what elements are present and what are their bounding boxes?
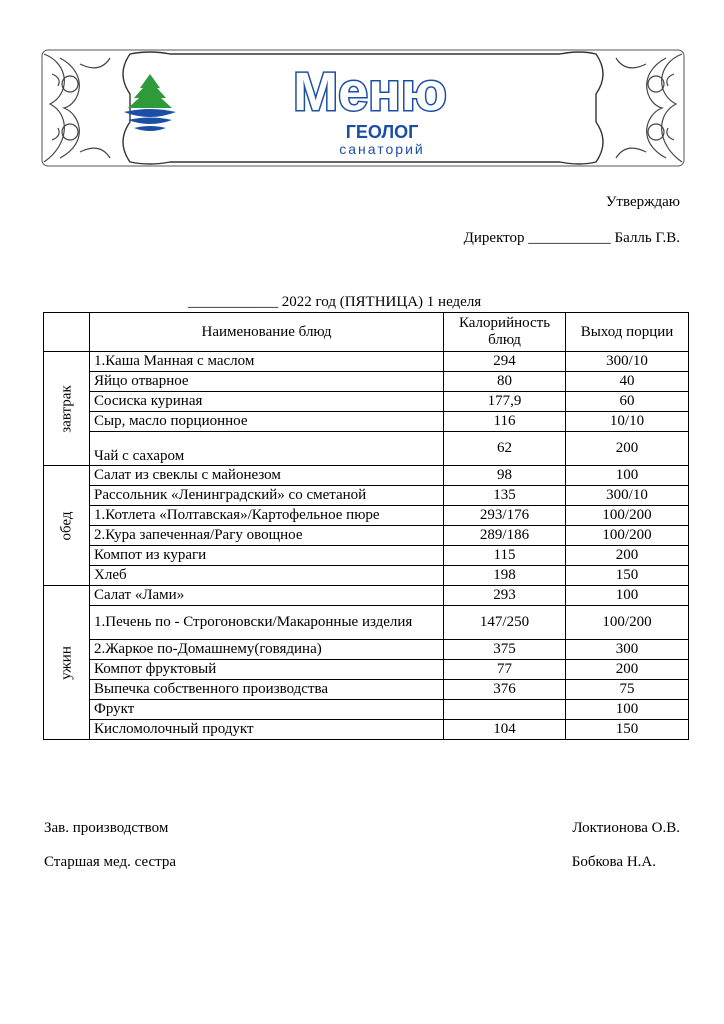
output-cell: 200 bbox=[566, 660, 689, 680]
output-cell: 100 bbox=[566, 700, 689, 720]
output-cell: 300 bbox=[566, 640, 689, 660]
table-header-row bbox=[44, 313, 689, 352]
table-row bbox=[44, 546, 689, 566]
calories-cell: 289/186 bbox=[444, 526, 566, 546]
meal-label-cell bbox=[44, 586, 90, 740]
output-cell: 75 bbox=[566, 680, 689, 700]
table-row bbox=[44, 586, 689, 606]
output-cell: 300/10 bbox=[566, 352, 689, 372]
calories-cell: 104 bbox=[444, 720, 566, 740]
dish-name-cell: 1.Каша Манная с маслом bbox=[90, 352, 444, 372]
calories-cell: 293/176 bbox=[444, 506, 566, 526]
meal-label: завтрак bbox=[58, 384, 74, 433]
calories-cell: 198 bbox=[444, 566, 566, 586]
table-row bbox=[44, 700, 689, 720]
calories-cell: 293 bbox=[444, 586, 566, 606]
dish-name-cell: Сыр, масло порционное bbox=[90, 412, 444, 432]
dish-name-cell: Фрукт bbox=[90, 700, 444, 720]
dish-name-cell: 1.Котлета «Полтавская»/Картофельное пюре bbox=[90, 506, 444, 526]
meal-label-cell bbox=[44, 352, 90, 466]
table-row bbox=[44, 466, 689, 486]
output-cell: 100/200 bbox=[566, 606, 689, 640]
output-cell: 100/200 bbox=[566, 506, 689, 526]
dish-name-cell: Салат «Лами» bbox=[90, 586, 444, 606]
table-row bbox=[44, 606, 689, 640]
calories-cell: 294 bbox=[444, 352, 566, 372]
director-line: Директор ___________ Балль Г.В. bbox=[463, 230, 680, 246]
dish-name-cell: Яйцо отварное bbox=[90, 372, 444, 392]
table-row bbox=[44, 640, 689, 660]
table-row bbox=[44, 660, 689, 680]
header-calories: Калорийность блюд bbox=[444, 313, 566, 352]
meal-label: ужин bbox=[58, 645, 74, 680]
header-dish: Наименование блюд bbox=[90, 313, 444, 352]
approve-label: Утверждаю bbox=[605, 194, 680, 210]
table-row bbox=[44, 372, 689, 392]
table-row bbox=[44, 392, 689, 412]
date-line: ____________ 2022 год (ПЯТНИЦА) 1 неделя bbox=[188, 294, 482, 310]
dish-name-cell: Рассольник «Ленинградский» со сметаной bbox=[90, 486, 444, 506]
calories-cell: 116 bbox=[444, 412, 566, 432]
menu-banner bbox=[40, 44, 686, 172]
calories-cell: 375 bbox=[444, 640, 566, 660]
output-cell: 200 bbox=[566, 432, 689, 466]
header-output: Выход порции bbox=[566, 313, 689, 352]
dish-name-cell: Чай с сахаром bbox=[90, 432, 444, 466]
menu-table bbox=[43, 312, 689, 740]
dish-name-cell: Кисломолочный продукт bbox=[90, 720, 444, 740]
output-cell: 100 bbox=[566, 466, 689, 486]
table-row bbox=[44, 432, 689, 466]
calories-cell: 62 bbox=[444, 432, 566, 466]
output-cell: 150 bbox=[566, 566, 689, 586]
output-cell: 150 bbox=[566, 720, 689, 740]
table-row bbox=[44, 486, 689, 506]
output-cell: 60 bbox=[566, 392, 689, 412]
output-cell: 200 bbox=[566, 546, 689, 566]
output-cell: 10/10 bbox=[566, 412, 689, 432]
table-row bbox=[44, 566, 689, 586]
dish-name-cell: Компот фруктовый bbox=[90, 660, 444, 680]
signature-role-2: Старшая мед. сестра bbox=[44, 854, 177, 870]
meal-label-cell bbox=[44, 466, 90, 586]
dish-name-cell: Хлеб bbox=[90, 566, 444, 586]
output-cell: 300/10 bbox=[566, 486, 689, 506]
calories-cell: 115 bbox=[444, 546, 566, 566]
table-row bbox=[44, 680, 689, 700]
calories-cell: 177,9 bbox=[444, 392, 566, 412]
calories-cell: 80 bbox=[444, 372, 566, 392]
dish-name-cell: Салат из свеклы с майонезом bbox=[90, 466, 444, 486]
calories-cell: 135 bbox=[444, 486, 566, 506]
output-cell: 100/200 bbox=[566, 526, 689, 546]
table-row bbox=[44, 720, 689, 740]
meal-label: обед bbox=[58, 510, 74, 541]
dish-name-cell: Выпечка собственного производства bbox=[90, 680, 444, 700]
output-cell: 100 bbox=[566, 586, 689, 606]
calories-cell: 98 bbox=[444, 466, 566, 486]
banner-subtitle: санаторий bbox=[339, 141, 425, 157]
dish-name-cell: Компот из кураги bbox=[90, 546, 444, 566]
dish-name-cell: Сосиска куриная bbox=[90, 392, 444, 412]
signature-name-2: Бобкова Н.А. bbox=[571, 854, 656, 870]
signature-name-1: Локтионова О.В. bbox=[572, 820, 680, 836]
calories-cell: 147/250 bbox=[444, 606, 566, 640]
signature-role-1: Зав. производством bbox=[44, 820, 169, 836]
table-row bbox=[44, 412, 689, 432]
calories-cell bbox=[444, 700, 566, 720]
dish-name-cell: 2.Жаркое по-Домашнему(говядина) bbox=[90, 640, 444, 660]
table-row bbox=[44, 352, 689, 372]
table-row bbox=[44, 526, 689, 546]
dish-name-cell: 1.Печень по - Строгоновски/Макаронные изделия bbox=[90, 606, 444, 640]
calories-cell: 376 bbox=[444, 680, 566, 700]
table-row bbox=[44, 506, 689, 526]
dish-name-cell: 2.Кура запеченная/Рагу овощное bbox=[90, 526, 444, 546]
banner-title: Меню bbox=[293, 62, 447, 122]
banner-brand: ГЕОЛОГ bbox=[345, 122, 419, 142]
header-meal bbox=[44, 313, 90, 352]
output-cell: 40 bbox=[566, 372, 689, 392]
calories-cell: 77 bbox=[444, 660, 566, 680]
